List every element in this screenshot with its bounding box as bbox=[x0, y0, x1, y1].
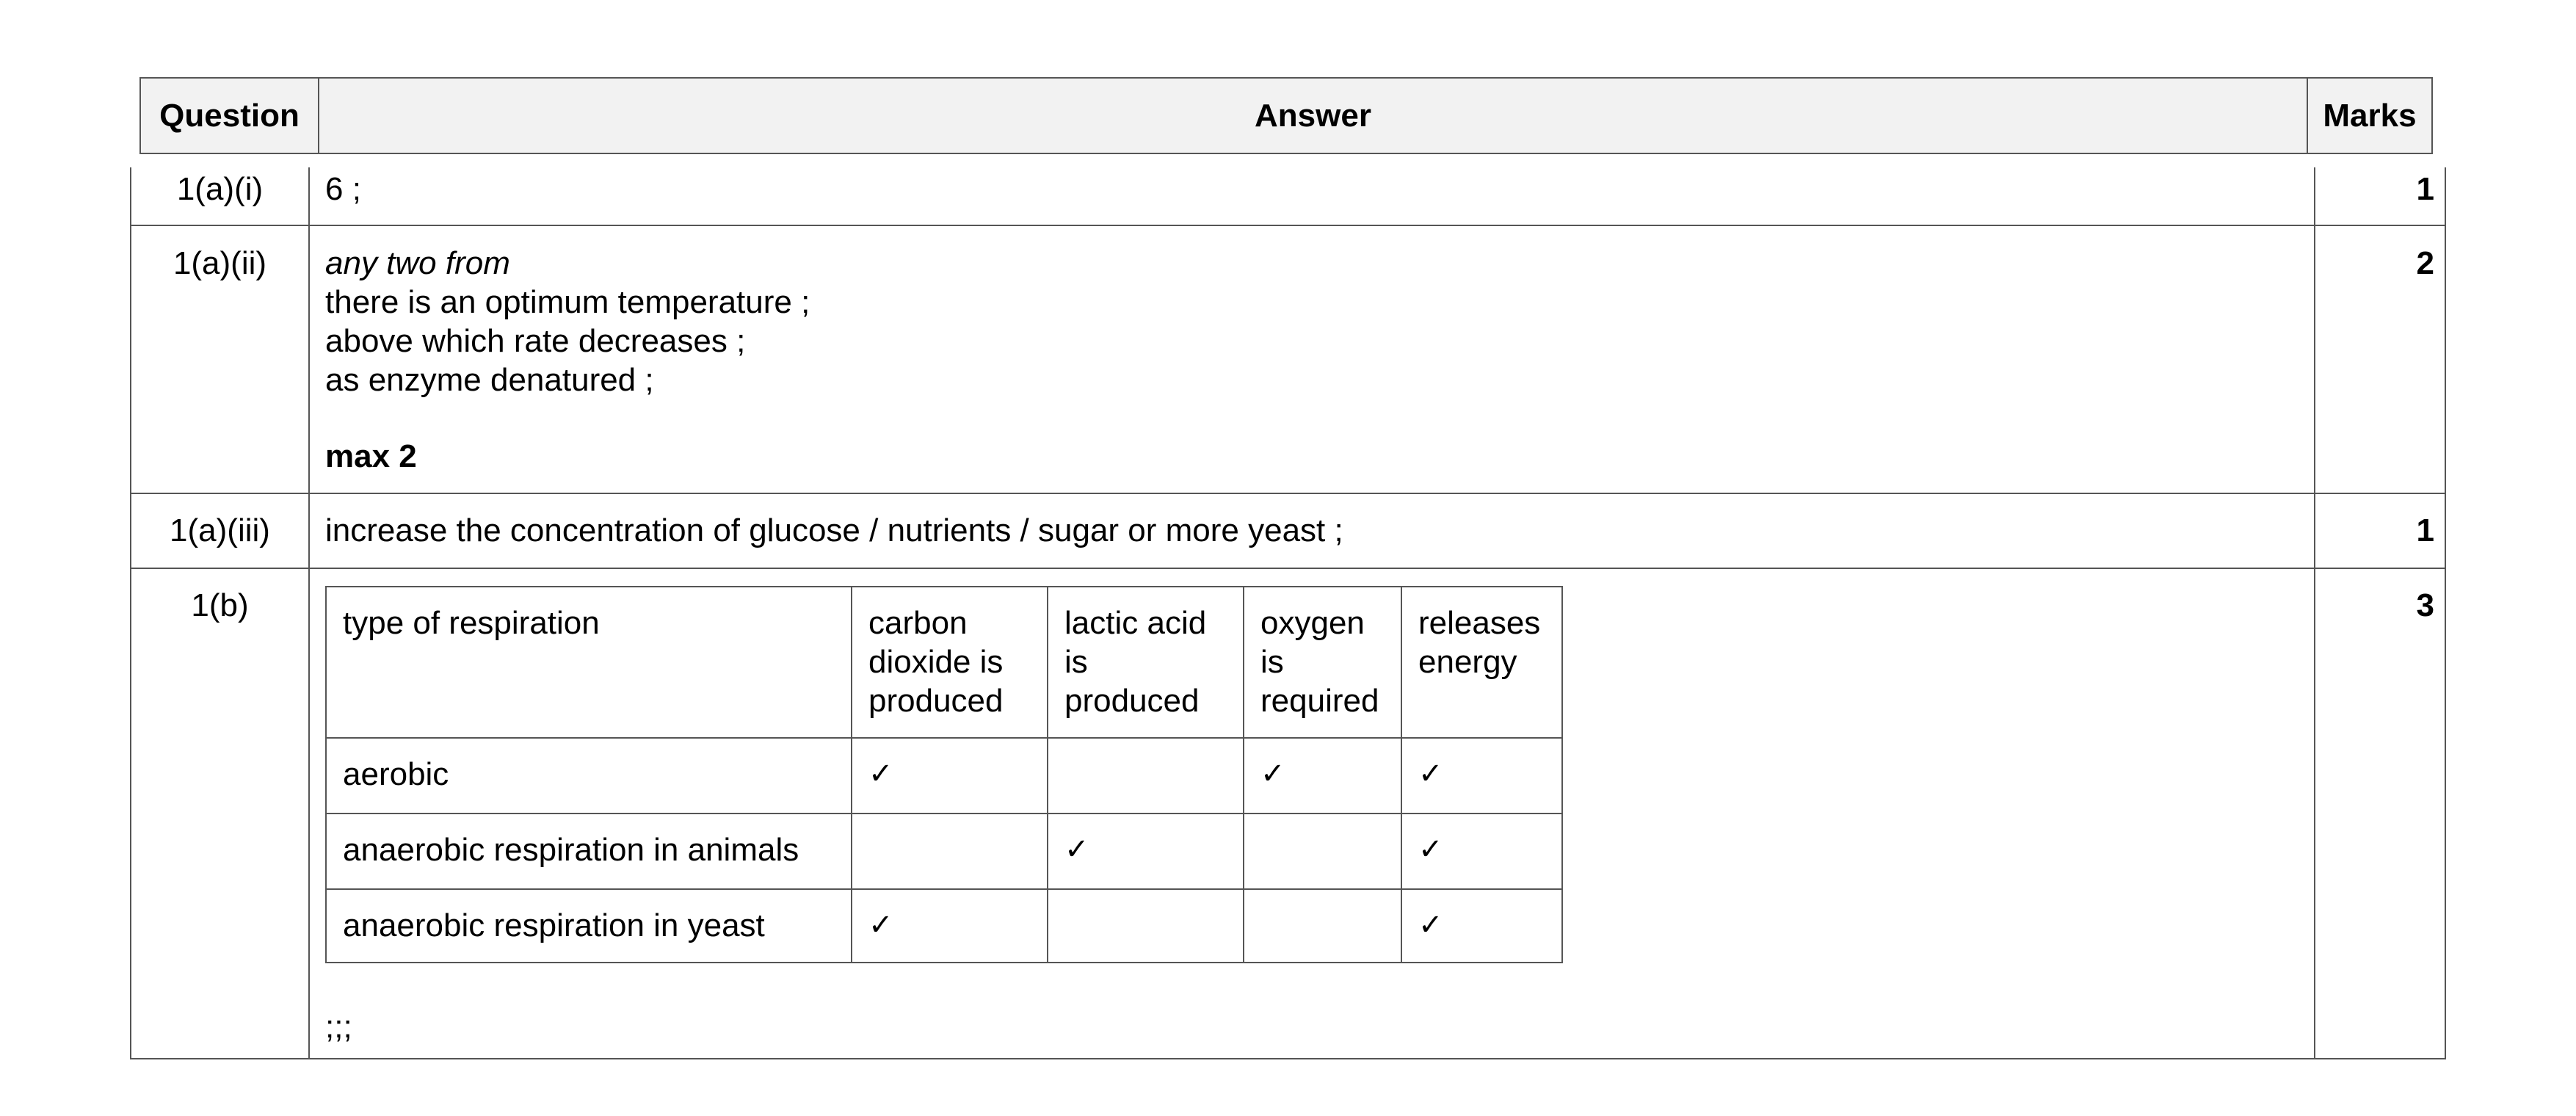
header-answer: Answer bbox=[1255, 97, 1371, 134]
header-cell bbox=[1048, 587, 1244, 738]
check-icon: ✓ bbox=[852, 738, 1048, 814]
check-icon: ✓ bbox=[1048, 814, 1244, 889]
header-cell-text: energy bbox=[1418, 644, 1517, 680]
header-question: Question bbox=[159, 97, 300, 134]
header-cell-text: type of respiration bbox=[343, 605, 600, 641]
header-cell-text: produced bbox=[1064, 683, 1200, 719]
row-divider bbox=[130, 568, 2446, 569]
table-row bbox=[326, 738, 1562, 814]
answer-point: there is an optimum temperature ; bbox=[325, 284, 810, 320]
check-icon: ✓ bbox=[1244, 738, 1401, 814]
marks-value: 3 bbox=[2416, 587, 2434, 623]
header-cell-text: is bbox=[1064, 644, 1088, 680]
marks-value: 2 bbox=[2416, 245, 2434, 281]
row-label: anaerobic respiration in yeast bbox=[326, 889, 852, 963]
table-row bbox=[326, 814, 1562, 889]
table-cell bbox=[1244, 814, 1401, 889]
row-label: aerobic bbox=[326, 738, 852, 814]
header-cell-text: is bbox=[1260, 644, 1284, 680]
table-border-bottom bbox=[130, 1058, 2446, 1059]
header-cell-text: carbon bbox=[868, 605, 968, 641]
answer-text: 6 ; bbox=[325, 171, 361, 207]
table-cell bbox=[1048, 889, 1244, 963]
check-icon: ✓ bbox=[1401, 814, 1562, 889]
answer-intro: any two from bbox=[325, 245, 510, 281]
check-icon: ✓ bbox=[1401, 738, 1562, 814]
table-cell bbox=[1244, 889, 1401, 963]
answer-point: as enzyme denatured ; bbox=[325, 362, 654, 398]
respiration-table bbox=[325, 586, 1563, 963]
row-divider bbox=[130, 225, 2446, 226]
question-number: 1(a)(iii) bbox=[170, 512, 270, 548]
header-cell-text: releases bbox=[1418, 605, 1541, 641]
table-row bbox=[326, 889, 1562, 963]
question-number: 1(a)(i) bbox=[176, 171, 264, 207]
question-number: 1(a)(ii) bbox=[173, 245, 267, 281]
question-number: 1(b) bbox=[191, 587, 249, 623]
max-marks-note: max 2 bbox=[325, 438, 417, 474]
table-header-row bbox=[139, 77, 2433, 154]
check-icon: ✓ bbox=[852, 889, 1048, 963]
header-cell-text: lactic acid bbox=[1064, 605, 1207, 641]
header-cell bbox=[1401, 587, 1562, 738]
answer-text: increase the concentration of glucose / nutrients / sugar or more yeast ; bbox=[325, 512, 1343, 548]
column-divider bbox=[2314, 167, 2315, 1059]
row-label: anaerobic respiration in animals bbox=[326, 814, 852, 889]
table-border-right bbox=[2445, 167, 2446, 1059]
marking-points: ;;; bbox=[325, 1009, 352, 1045]
marks-value: 1 bbox=[2416, 512, 2434, 548]
table-cell bbox=[1048, 738, 1244, 814]
table-cell bbox=[852, 814, 1048, 889]
respiration-table-header bbox=[326, 587, 1562, 738]
row-divider bbox=[130, 493, 2446, 494]
header-cell bbox=[1244, 587, 1401, 738]
header-cell-text: dioxide is bbox=[868, 644, 1004, 680]
check-icon: ✓ bbox=[1401, 889, 1562, 963]
header-cell bbox=[326, 587, 852, 738]
marks-value: 1 bbox=[2416, 171, 2434, 207]
answer-point: above which rate decreases ; bbox=[325, 323, 746, 359]
header-cell-text: oxygen bbox=[1260, 605, 1365, 641]
header-cell bbox=[852, 587, 1048, 738]
header-cell-text: produced bbox=[868, 683, 1004, 719]
header-cell-text: required bbox=[1260, 683, 1379, 719]
header-marks: Marks bbox=[2323, 97, 2417, 134]
